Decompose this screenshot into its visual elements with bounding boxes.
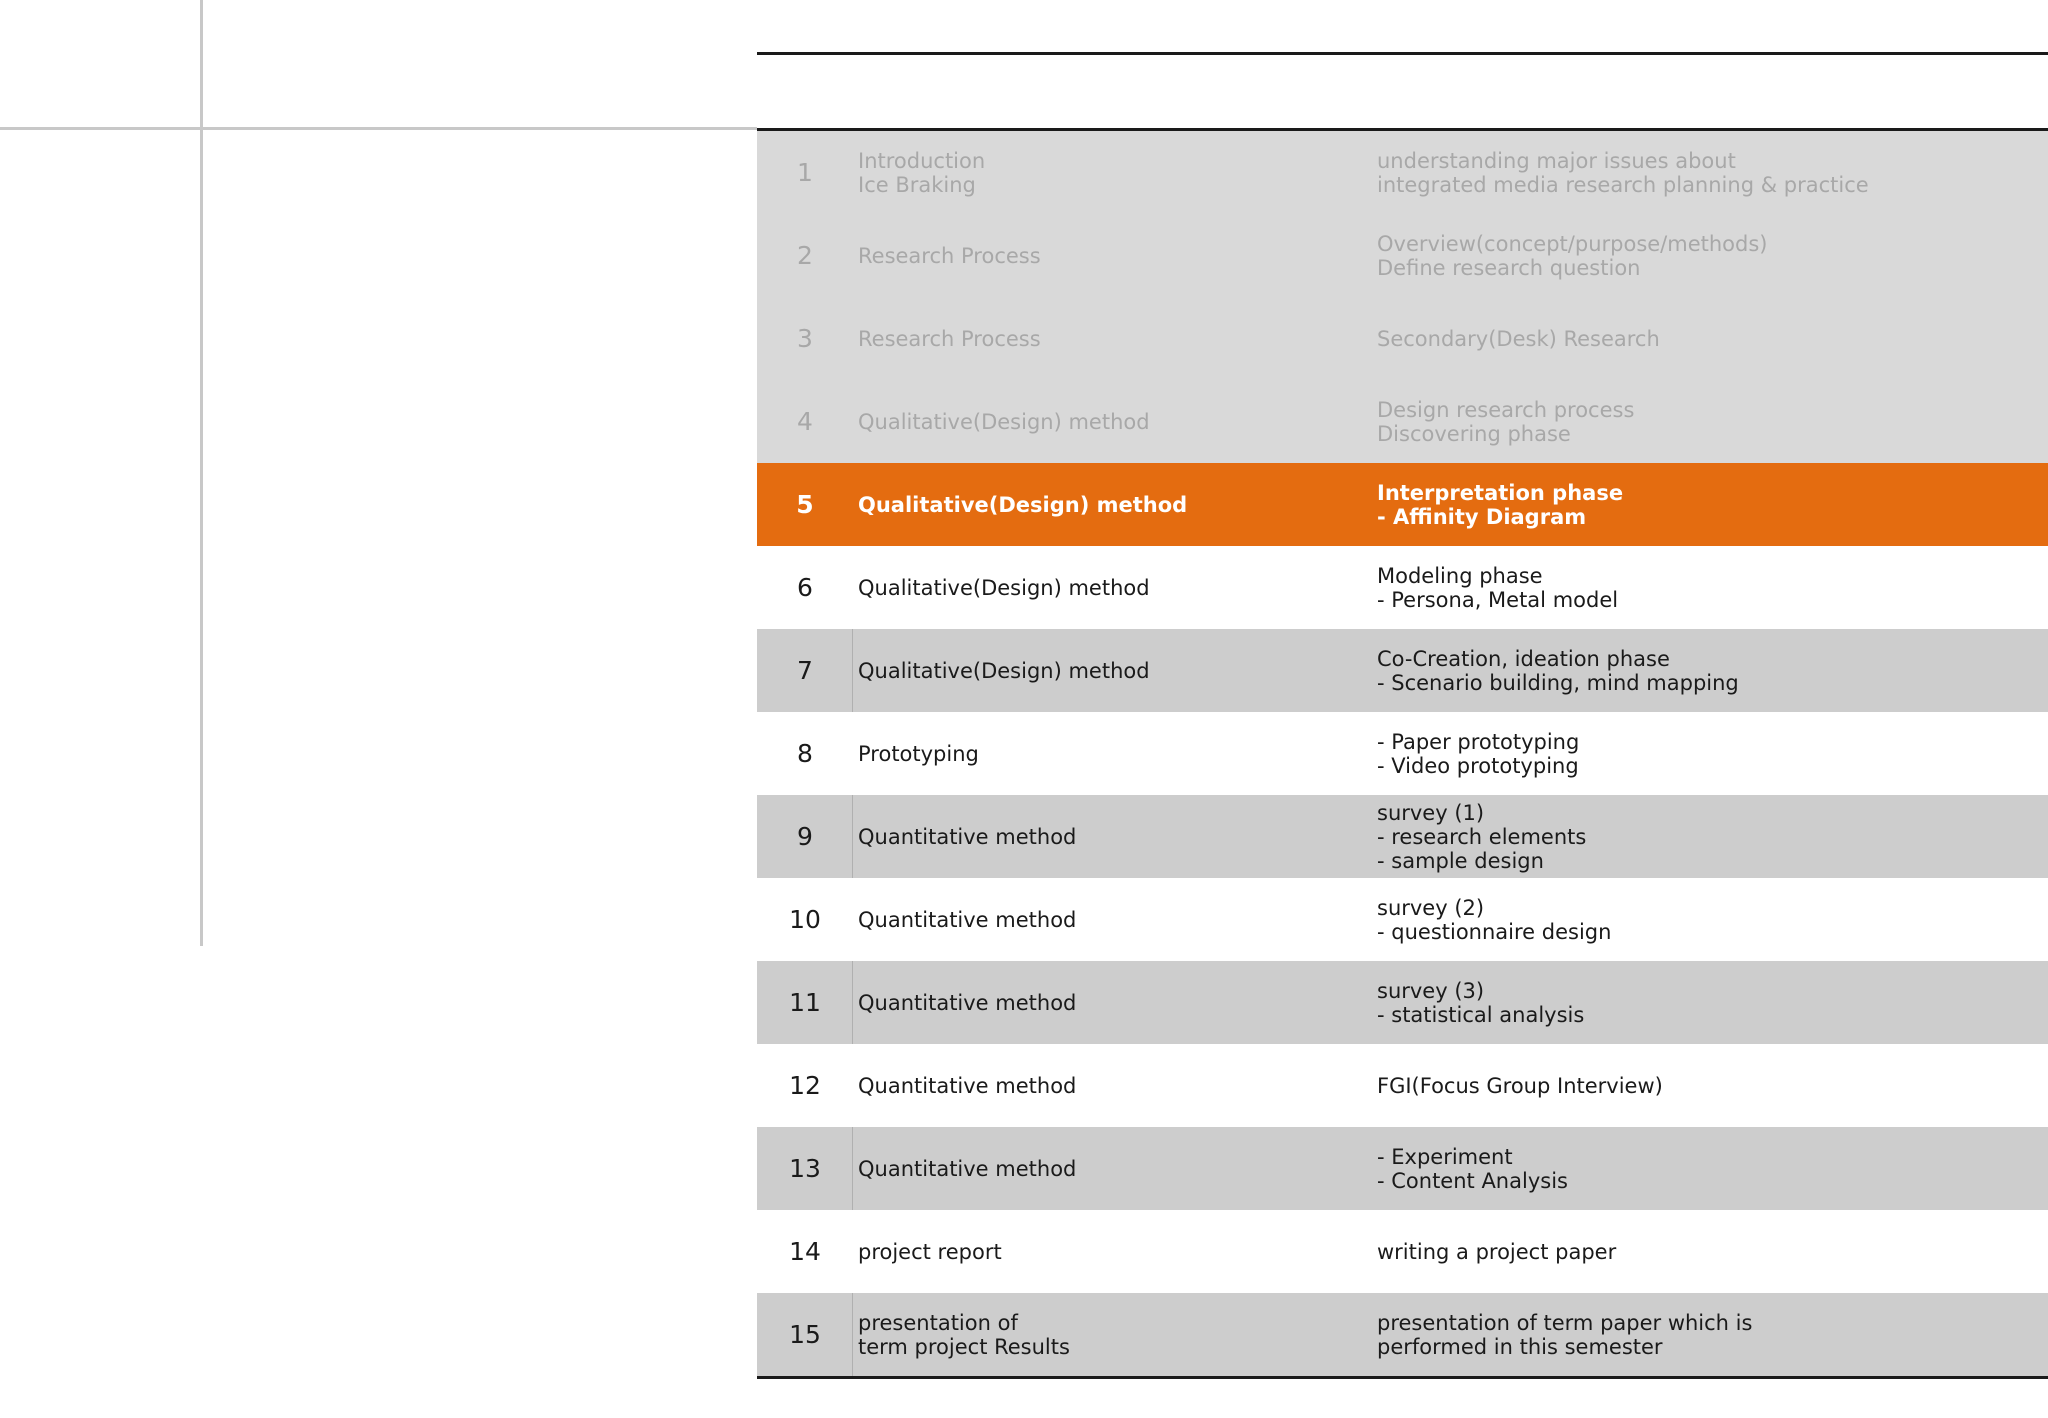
week-number: 14 — [789, 1237, 821, 1266]
topic-line: Quantitative method — [858, 824, 1077, 849]
week-topic — [858, 380, 1358, 463]
detail-line: Overview(concept/purpose/methods) — [1377, 231, 1768, 256]
detail-line: integrated media research planning & practice — [1377, 172, 1869, 197]
week-number: 11 — [757, 961, 853, 1044]
week-number: 4 — [797, 407, 813, 436]
schedule-row — [757, 1127, 2048, 1210]
detail-line: understanding major issues about — [1377, 148, 1736, 173]
detail-line: Co-Creation, ideation phase — [1377, 646, 1670, 671]
detail-line: - Experiment — [1377, 1144, 1513, 1169]
week-topic — [858, 1127, 1358, 1210]
detail-line: survey (2) — [1377, 895, 1485, 920]
detail-line: writing a project paper — [1377, 1239, 1617, 1264]
week-topic — [858, 878, 1358, 961]
detail-line: - Affinity Diagram — [1377, 504, 1587, 529]
detail-line: Design research process — [1377, 397, 1635, 422]
topic-line: project report — [858, 1239, 1002, 1264]
week-number: 12 — [789, 1071, 821, 1100]
week-topic — [858, 463, 1358, 546]
week-number: 13 — [757, 1127, 853, 1210]
topic-line: Qualitative(Design) method — [858, 658, 1150, 683]
topic-line: Qualitative(Design) method — [858, 409, 1150, 434]
week-number: 8 — [797, 739, 813, 768]
schedule-row — [757, 712, 2048, 795]
topic-line: Ice Braking — [858, 172, 976, 197]
week-detail — [1377, 1044, 2037, 1127]
detail-line: survey (1) — [1377, 800, 1485, 825]
week-topic — [858, 1293, 1358, 1376]
week-topic — [858, 795, 1358, 878]
detail-line: - Content Analysis — [1377, 1168, 1568, 1193]
schedule-row — [757, 546, 2048, 629]
week-topic — [858, 1210, 1358, 1293]
week-topic — [858, 131, 1358, 214]
detail-line: performed in this semester — [1377, 1334, 1663, 1359]
week-detail — [1377, 961, 2037, 1044]
topic-line: Prototyping — [858, 741, 979, 766]
topic-line: Qualitative(Design) method — [858, 492, 1188, 517]
detail-line: - statistical analysis — [1377, 1002, 1585, 1027]
schedule-row — [757, 1210, 2048, 1293]
detail-line: Define research question — [1377, 255, 1641, 280]
topic-line: Qualitative(Design) method — [858, 575, 1150, 600]
week-detail — [1377, 380, 2037, 463]
week-detail — [1377, 214, 2037, 297]
week-number: 15 — [757, 1293, 853, 1376]
detail-line: - Paper prototyping — [1377, 729, 1580, 754]
week-topic — [858, 629, 1358, 712]
detail-line: presentation of term paper which is — [1377, 1310, 1753, 1335]
schedule-row — [757, 214, 2048, 297]
schedule-row — [757, 1044, 2048, 1127]
detail-line: survey (3) — [1377, 978, 1485, 1003]
topic-line: Quantitative method — [858, 990, 1077, 1015]
schedule-row — [757, 380, 2048, 463]
topic-line: Introduction — [858, 148, 986, 173]
detail-line: - research elements — [1377, 824, 1587, 849]
detail-line: - Scenario building, mind mapping — [1377, 670, 1739, 695]
detail-line: Secondary(Desk) Research — [1377, 326, 1660, 351]
week-number: 1 — [797, 158, 813, 187]
topic-line: Quantitative method — [858, 1073, 1077, 1098]
week-detail — [1377, 629, 2037, 712]
topic-line: Quantitative method — [858, 907, 1077, 932]
week-detail — [1377, 1127, 2037, 1210]
vertical-guide-line — [200, 0, 203, 946]
week-detail — [1377, 1293, 2037, 1376]
week-detail — [1377, 131, 2037, 214]
detail-line: Modeling phase — [1377, 563, 1543, 588]
week-detail — [1377, 546, 2037, 629]
horizontal-guide-line — [0, 127, 757, 130]
week-detail — [1377, 1210, 2037, 1293]
week-detail — [1377, 712, 2037, 795]
week-number: 6 — [797, 573, 813, 602]
week-detail — [1377, 463, 2037, 546]
schedule-row — [757, 297, 2048, 380]
detail-line: Interpretation phase — [1377, 480, 1624, 505]
schedule-row — [757, 1293, 2048, 1376]
week-number: 9 — [757, 795, 853, 878]
detail-line: - questionnaire design — [1377, 919, 1612, 944]
week-number: 10 — [789, 905, 821, 934]
schedule-table — [757, 128, 2048, 1379]
topic-line: presentation of — [858, 1310, 1018, 1335]
schedule-row — [757, 629, 2048, 712]
detail-line: - Persona, Metal model — [1377, 587, 1619, 612]
detail-line: - Video prototyping — [1377, 753, 1579, 778]
week-topic — [858, 546, 1358, 629]
topic-line: term project Results — [858, 1334, 1070, 1359]
week-number: 7 — [757, 629, 853, 712]
week-detail — [1377, 795, 2037, 878]
schedule-row — [757, 131, 2048, 214]
topic-line: Quantitative method — [858, 1156, 1077, 1181]
detail-line: - sample design — [1377, 848, 1544, 873]
week-detail — [1377, 297, 2037, 380]
schedule-row-current — [757, 463, 2048, 546]
week-topic — [858, 297, 1358, 380]
detail-line: Discovering phase — [1377, 421, 1571, 446]
header-rule — [757, 52, 2048, 55]
week-number: 2 — [797, 241, 813, 270]
topic-line: Research Process — [858, 243, 1041, 268]
week-topic — [858, 961, 1358, 1044]
schedule-row — [757, 795, 2048, 878]
week-topic — [858, 1044, 1358, 1127]
detail-line: FGI(Focus Group Interview) — [1377, 1073, 1663, 1098]
week-number: 3 — [797, 324, 813, 353]
schedule-row — [757, 961, 2048, 1044]
week-detail — [1377, 878, 2037, 961]
topic-line: Research Process — [858, 326, 1041, 351]
week-topic — [858, 712, 1358, 795]
week-topic — [858, 214, 1358, 297]
week-number: 5 — [796, 490, 814, 519]
schedule-row — [757, 878, 2048, 961]
